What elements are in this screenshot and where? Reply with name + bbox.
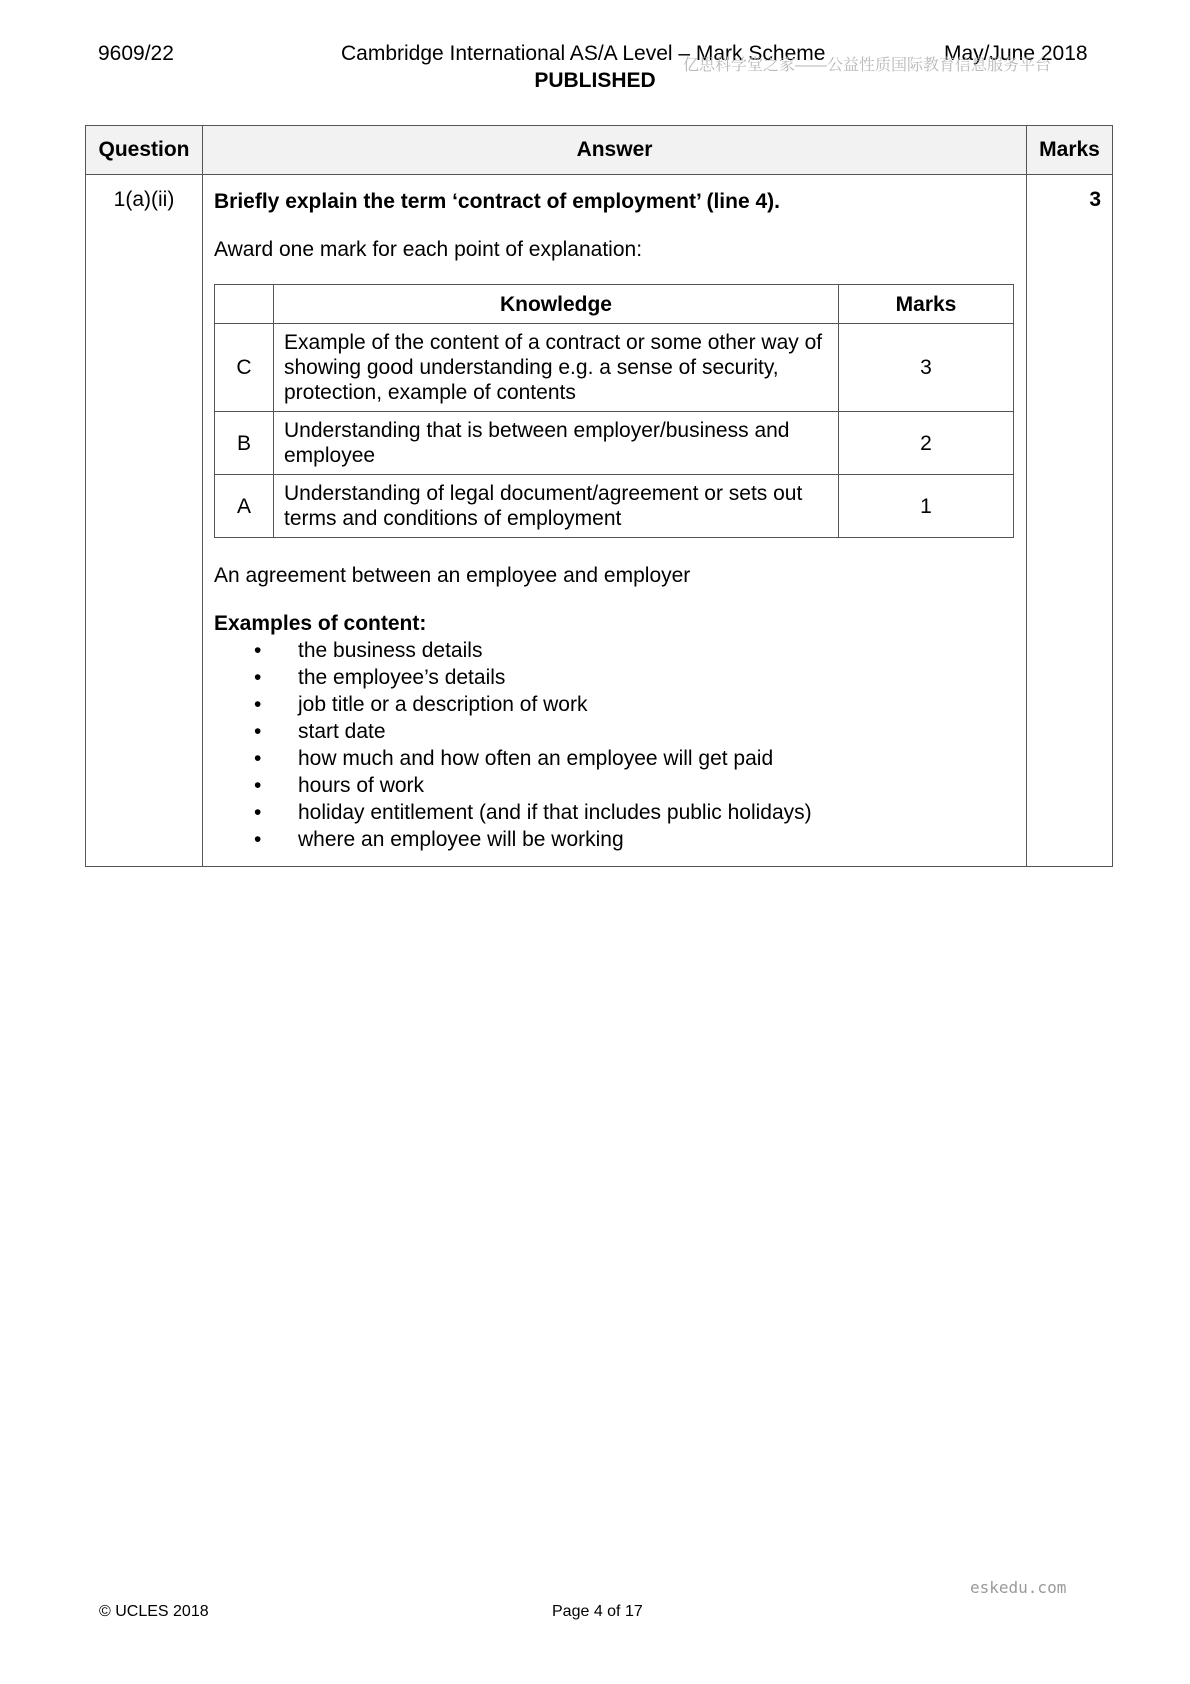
list-item: [214, 826, 1015, 853]
bullet-icon: •: [254, 747, 262, 770]
table-header-row: [86, 126, 1113, 175]
list-item: [214, 691, 1015, 718]
level-marks: 1: [839, 475, 1014, 538]
document-title: Cambridge International AS/A Level – Mark Scheme: [341, 42, 826, 65]
knowledge-column-header: Knowledge: [274, 285, 839, 324]
level-marks: 2: [839, 412, 1014, 475]
list-item: [214, 664, 1015, 691]
list-item: [214, 718, 1015, 745]
knowledge-levels-table: [214, 284, 1014, 538]
list-item: [214, 772, 1015, 799]
header-watermark: 亿思科学堂之家——公益性质国际教育信息服务平台: [683, 57, 1052, 74]
marks-column-header: Marks: [1027, 126, 1113, 175]
level-label: C: [215, 324, 274, 412]
level-marks: 3: [839, 324, 1014, 412]
copyright-notice: © UCLES 2018: [99, 1603, 209, 1620]
knowledge-marks-column-header: Marks: [839, 285, 1014, 324]
award-instruction: Award one mark for each point of explanation:: [214, 238, 643, 261]
examples-heading: Examples of content:: [214, 612, 427, 635]
example-text: start date: [298, 720, 386, 743]
bullet-icon: •: [254, 801, 262, 824]
bullet-icon: •: [254, 828, 262, 851]
paper-code: 9609/22: [98, 42, 174, 65]
bullet-icon: •: [254, 639, 262, 662]
example-text: holiday entitlement (and if that includes public holidays): [298, 801, 812, 824]
list-item: [214, 637, 1015, 664]
table-row: [215, 475, 1014, 538]
table-row: [86, 175, 1113, 867]
level-label: A: [215, 475, 274, 538]
examples-list: [214, 637, 1015, 853]
question-column-header: Question: [86, 126, 203, 175]
page-number: Page 4 of 17: [552, 1603, 643, 1620]
example-text: where an employee will be working: [298, 828, 624, 851]
knowledge-description: Understanding of legal document/agreement or sets out terms and conditions of employment: [274, 475, 839, 538]
question-number: 1(a)(ii): [86, 175, 203, 867]
list-item: [214, 799, 1015, 826]
example-text: the employee’s details: [298, 666, 506, 689]
example-text: how much and how often an employee will get paid: [298, 747, 774, 770]
total-marks: 3: [1027, 175, 1113, 867]
question-text: Briefly explain the term ‘contract of employment’ (line 4).: [214, 190, 780, 213]
list-item: [214, 745, 1015, 772]
answer-cell: [203, 175, 1027, 867]
knowledge-description: Example of the content of a contract or some other way of showing good understanding e.g. a sense of security, protection, example of contents: [274, 324, 839, 412]
example-text: job title or a description of work: [298, 693, 588, 716]
knowledge-description: Understanding that is between employer/business and employee: [274, 412, 839, 475]
bullet-icon: •: [254, 774, 262, 797]
footer-site-watermark: eskedu.com: [970, 1578, 1067, 1597]
bullet-icon: •: [254, 720, 262, 743]
example-text: the business details: [298, 639, 483, 662]
bullet-icon: •: [254, 693, 262, 716]
level-label: B: [215, 412, 274, 475]
level-column-header: [215, 285, 274, 324]
mark-scheme-table: [85, 125, 1113, 867]
table-row: [215, 324, 1014, 412]
exam-session: May/June 2018: [944, 42, 1088, 65]
knowledge-header-row: [215, 285, 1014, 324]
table-row: [215, 412, 1014, 475]
published-label: PUBLISHED: [534, 69, 656, 92]
example-text: hours of work: [298, 774, 425, 797]
bullet-icon: •: [254, 666, 262, 689]
definition-text: An agreement between an employee and employer: [214, 564, 691, 587]
answer-column-header: Answer: [203, 126, 1027, 175]
